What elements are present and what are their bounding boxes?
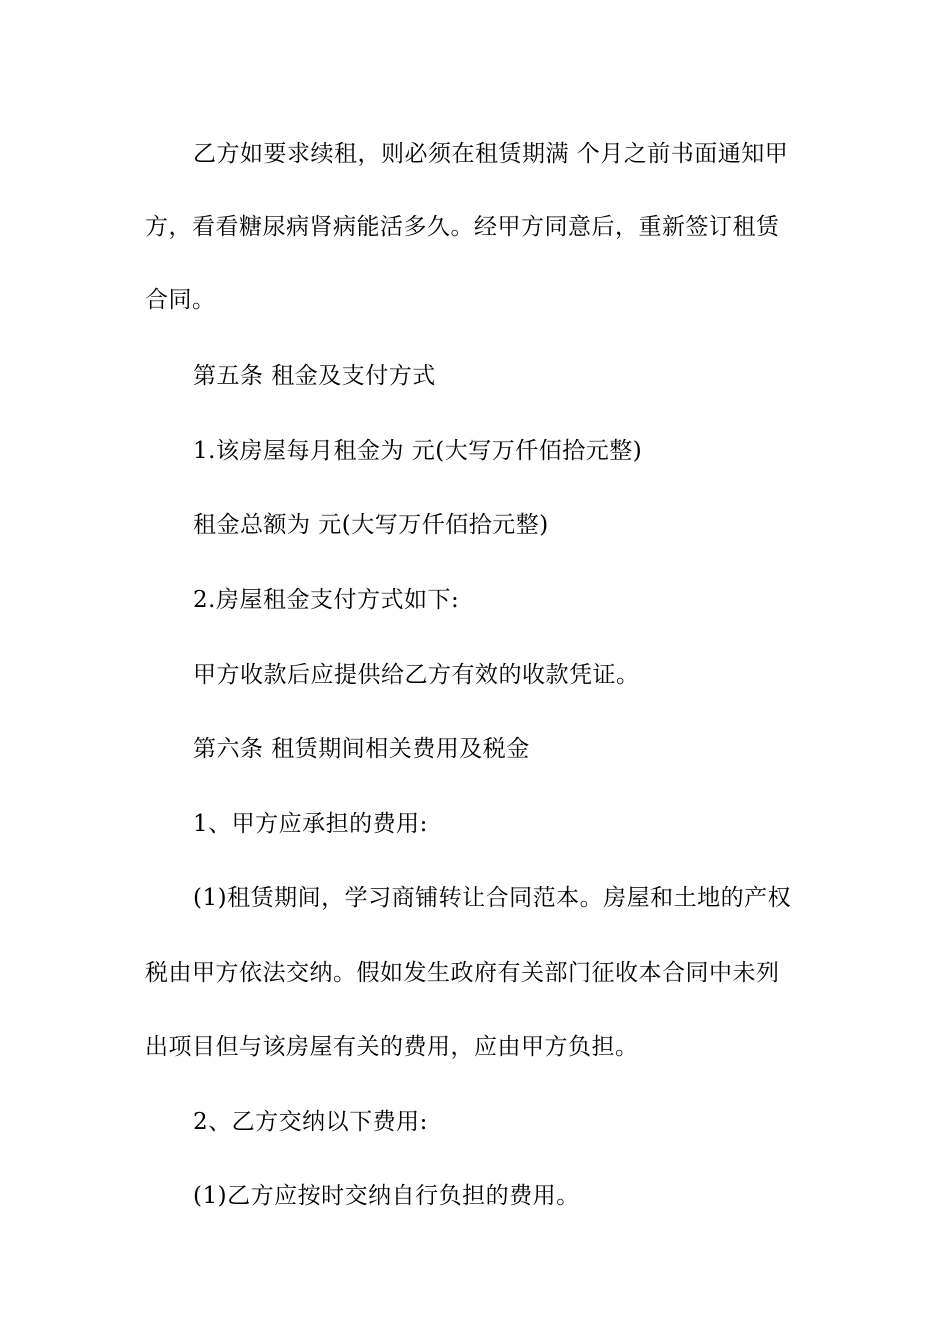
party-b-fees-line-1: (1)乙方应按时交纳自行负担的费用。: [193, 1183, 580, 1209]
rent-total-line: 租金总额为 元(大写万仟佰拾元整): [193, 512, 549, 538]
paragraph-renewal-line-2: 方，看看糖尿病肾病能活多久。经甲方同意后，重新签订租赁: [145, 214, 780, 240]
paragraph-renewal-line-3: 合同。: [145, 287, 216, 313]
article-6-heading: 第六条 租赁期间相关费用及税金: [193, 736, 530, 762]
payment-method-line: 2.房屋租金支付方式如下:: [193, 587, 460, 613]
receipt-line: 甲方收款后应提供给乙方有效的收款凭证。: [193, 662, 640, 688]
article-5-heading: 第五条 租金及支付方式: [193, 363, 436, 389]
party-a-fees-line-3: 出项目但与该房屋有关的费用，应由甲方负担。: [145, 1034, 639, 1060]
rent-monthly-line: 1.该房屋每月租金为 元(大写万仟佰拾元整): [193, 438, 643, 464]
party-a-fees-heading: 1、甲方应承担的费用:: [193, 811, 428, 837]
party-a-fees-line-1: (1)租赁期间，学习商铺转让合同范本。房屋和土地的产权: [193, 885, 792, 911]
party-b-fees-heading: 2、乙方交纳以下费用:: [193, 1109, 428, 1135]
party-a-fees-line-2: 税由甲方依法交纳。假如发生政府有关部门征收本合同中未列: [145, 960, 780, 986]
paragraph-renewal-line-1: 乙方如要求续租，则必须在租赁期满 个月之前书面通知甲: [193, 141, 789, 167]
